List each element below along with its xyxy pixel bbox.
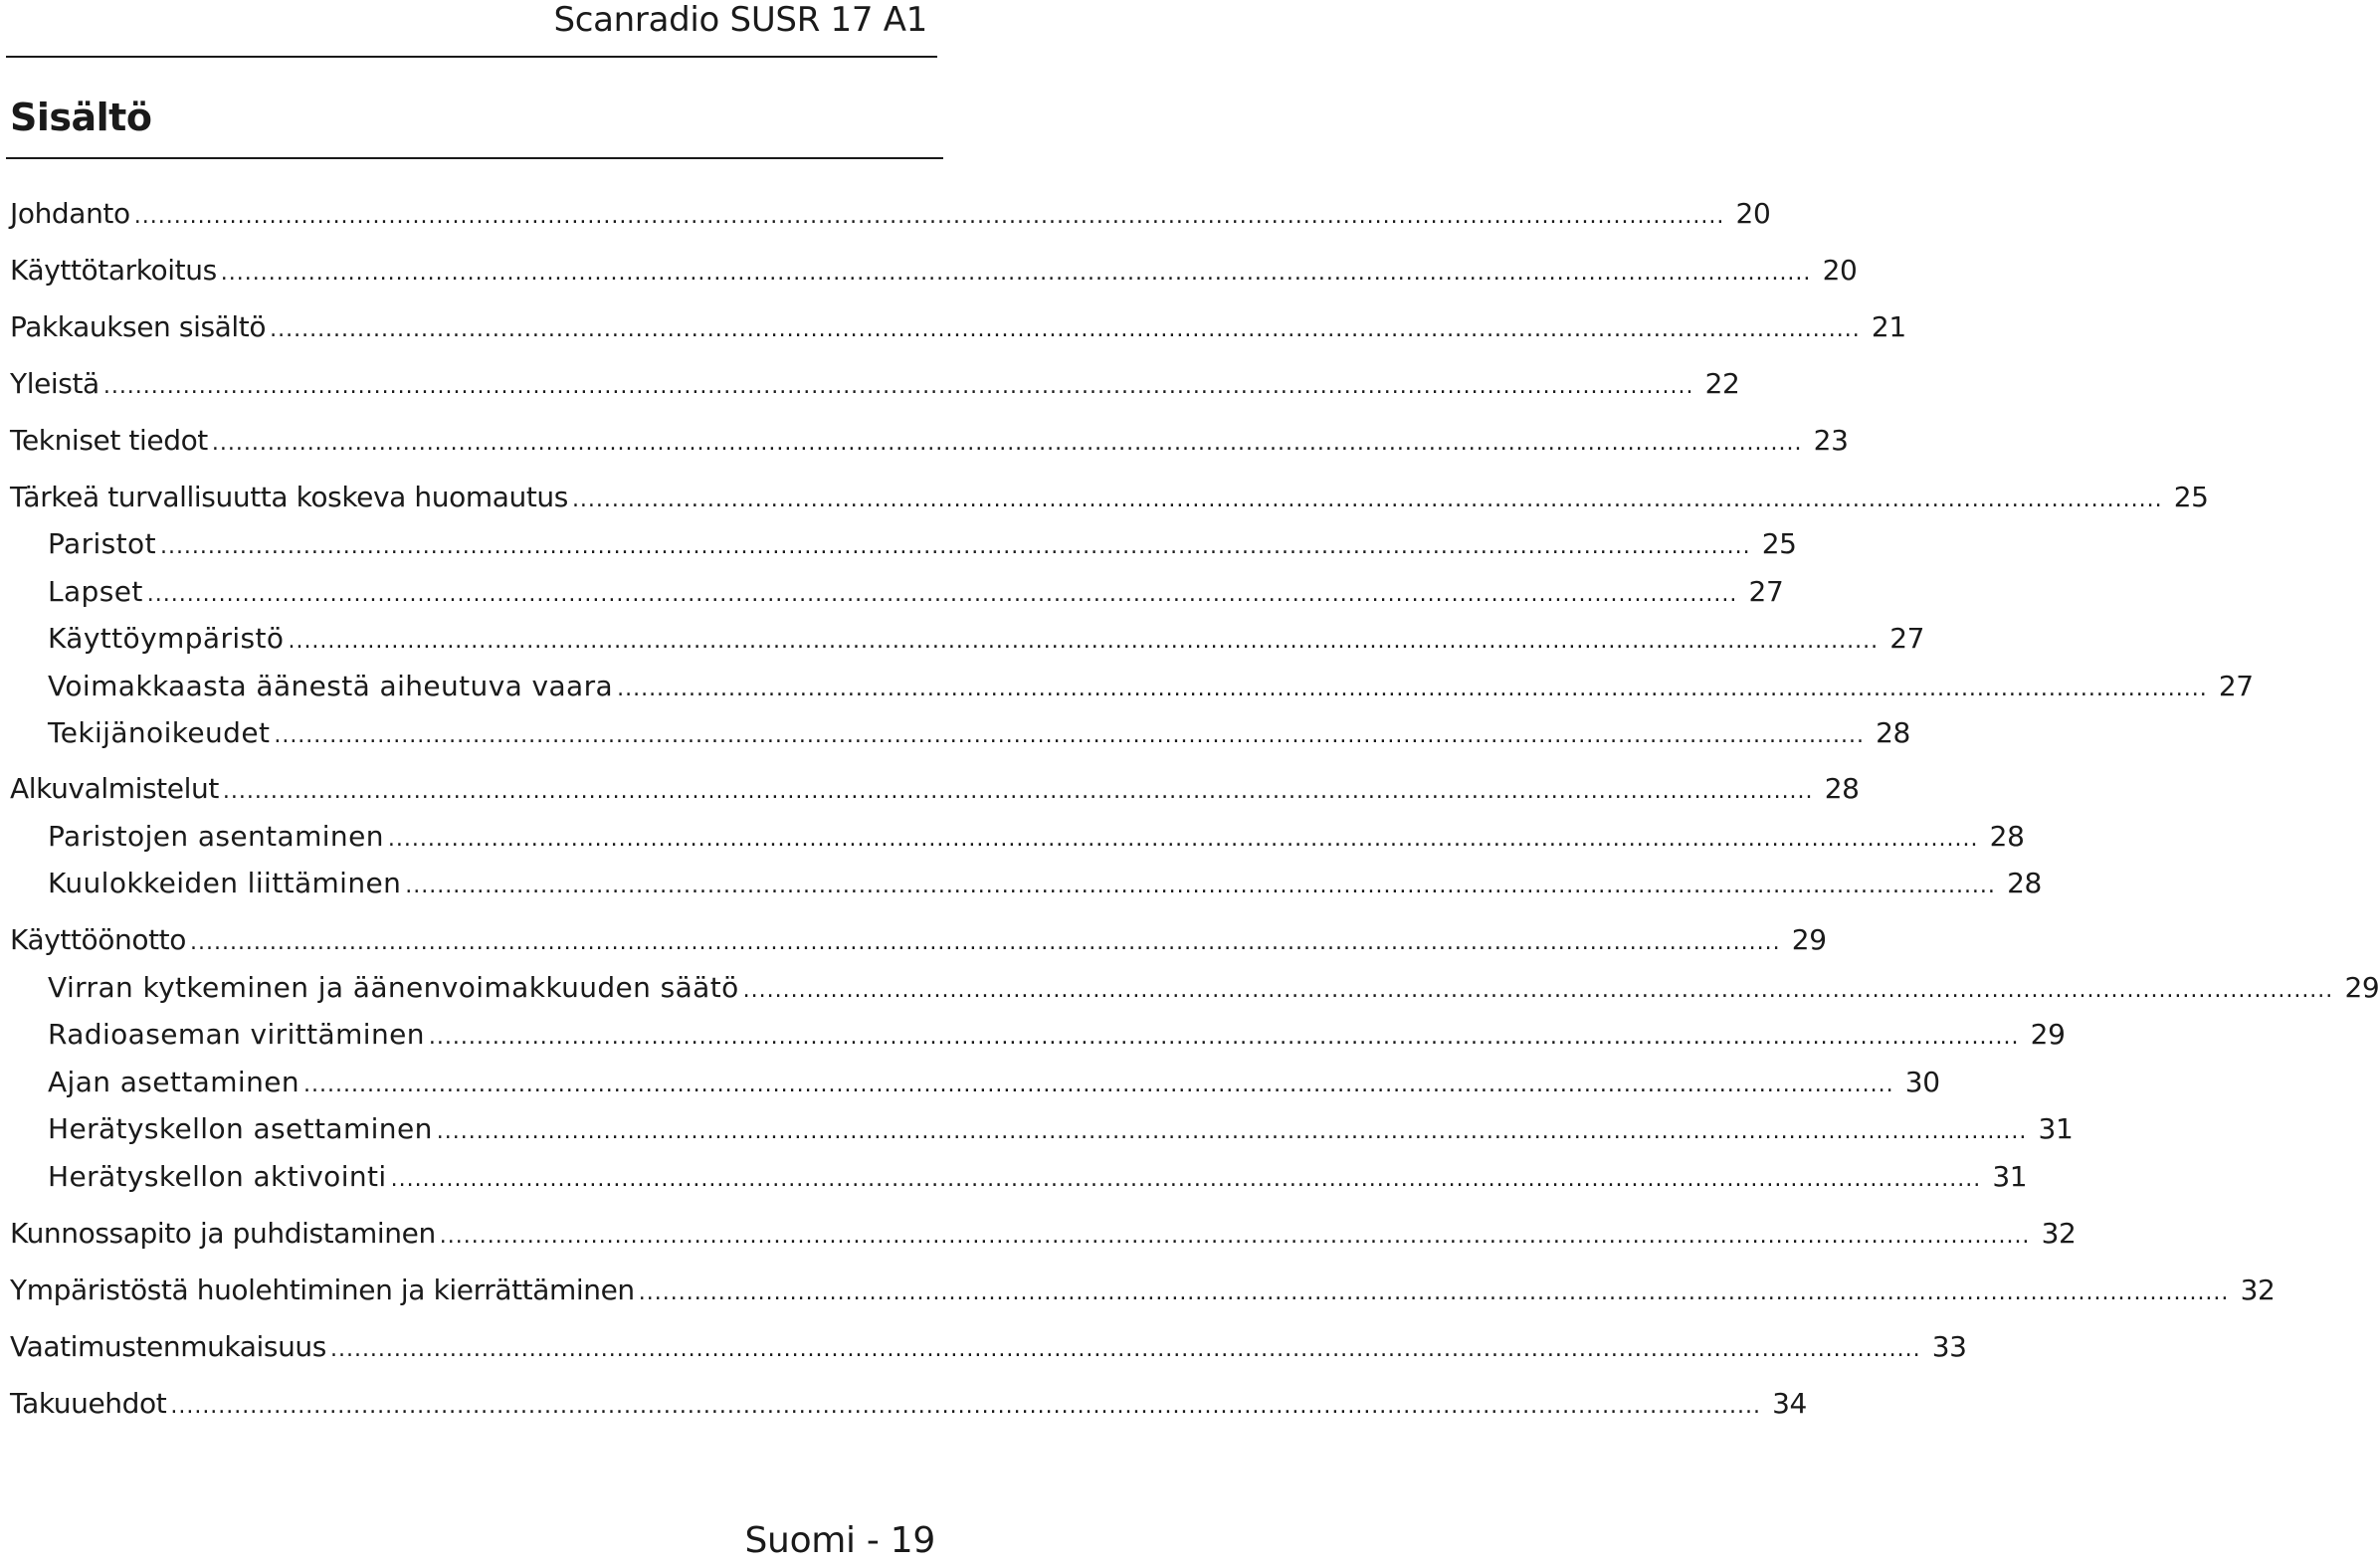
- toc-entry-page: 25: [2173, 481, 2209, 513]
- toc-entry[interactable]: [10, 1268, 2276, 1313]
- toc-entry-label: Virran kytkeminen ja äänenvoimakkuuden säätö: [48, 971, 739, 1004]
- toc-dot-leader: ........................................................................................................................................................................................................: [211, 431, 1803, 456]
- footer-page-number: 19: [890, 1520, 935, 1561]
- toc-entry-page: 27: [1889, 622, 1925, 655]
- toc-entry-page: 31: [1992, 1160, 2028, 1193]
- toc-entry-label: Voimakkaasta äänestä aiheutuva vaara: [48, 670, 614, 702]
- toc-dot-leader: ........................................................................................................................................................................................................: [428, 1025, 2020, 1050]
- toc-entry-page: 27: [1748, 575, 1784, 608]
- toc-entry-page: 28: [1876, 716, 1910, 749]
- document-title: Scanradio SUSR 17 A1: [553, 0, 927, 40]
- toc-dot-leader: ........................................................................................................................................................................................................: [220, 261, 1812, 286]
- toc-entry-page: 28: [1824, 772, 1860, 805]
- toc-entry[interactable]: [10, 418, 1849, 464]
- toc-entry-label: Käyttötarkoitus: [10, 254, 217, 287]
- toc-entry[interactable]: [10, 248, 1858, 294]
- toc-entry[interactable]: [10, 304, 1906, 350]
- toc-entry[interactable]: [10, 917, 1827, 963]
- toc-entry-page: 23: [1813, 424, 1849, 457]
- toc-dot-leader: ........................................................................................................................................................................................................: [222, 779, 1814, 804]
- toc-entry-page: 32: [2041, 1217, 2077, 1250]
- toc-entry-label: Tekijänoikeudet: [48, 716, 271, 749]
- toc-dot-leader: ........................................................................................................................................................................................................: [159, 534, 1751, 559]
- toc-entry-label: Kuulokkeiden liittäminen: [48, 867, 402, 899]
- toc-entry-label: Herätyskellon aktivointi: [48, 1160, 387, 1193]
- toc-entry-label: Paristojen asentaminen: [48, 820, 384, 853]
- toc-entry-page: 29: [1791, 923, 1827, 956]
- toc-entry-label: Tekniset tiedot: [10, 424, 208, 457]
- toc-entry-label: Lapset: [48, 575, 143, 608]
- toc-dot-leader: ........................................................................................................................................................................................................: [439, 1224, 2031, 1249]
- toc-entry-page: 31: [2038, 1112, 2074, 1145]
- toc-entry[interactable]: [48, 1154, 2028, 1200]
- toc-dot-leader: ........................................................................................................................................................................................................: [742, 978, 2334, 1003]
- toc-entry-label: Kunnossapito ja puhdistaminen: [10, 1217, 436, 1250]
- toc-dot-leader: ........................................................................................................................................................................................................: [270, 317, 1861, 342]
- toc-entry-label: Takuuehdot: [10, 1387, 167, 1420]
- toc-entry-page: 22: [1704, 367, 1740, 400]
- toc-dot-leader: ........................................................................................................................................................................................................: [436, 1119, 2028, 1144]
- page-header: [0, 0, 955, 58]
- toc-entry[interactable]: [48, 861, 2042, 906]
- toc-entry-label: Vaatimustenmukaisuus: [10, 1330, 326, 1363]
- toc-entry-label: Alkuvalmistelut: [10, 772, 219, 805]
- toc-dot-leader: ........................................................................................................................................................................................................: [133, 204, 1725, 229]
- toc-entry-page: 20: [1822, 254, 1858, 287]
- toc-entry-label: Käyttöympäristö: [48, 622, 285, 655]
- toc-dot-leader: ........................................................................................................................................................................................................: [189, 930, 1781, 955]
- toc-entry[interactable]: [48, 569, 1784, 615]
- toc-dot-leader: ........................................................................................................................................................................................................: [102, 374, 1694, 399]
- toc-entry[interactable]: [48, 616, 1925, 662]
- toc-entry-label: Tärkeä turvallisuutta koskeva huomautus: [10, 481, 568, 513]
- toc-entry-page: 28: [2007, 867, 2042, 899]
- toc-entry-page: 33: [1931, 1330, 1967, 1363]
- toc-dot-leader: ........................................................................................................................................................................................................: [329, 1337, 1921, 1362]
- toc-entry-label: Yleistä: [10, 367, 99, 400]
- toc-dot-leader: ........................................................................................................................................................................................................: [288, 629, 1880, 654]
- toc-dot-leader: ........................................................................................................................................................................................................: [571, 488, 2163, 512]
- toc-entry[interactable]: [48, 965, 2379, 1011]
- toc-entry-label: Radioaseman virittäminen: [48, 1018, 425, 1051]
- toc-entry-label: Käyttöönotto: [10, 923, 186, 956]
- toc-entry[interactable]: [10, 475, 2209, 520]
- section-heading: Sisältö: [10, 96, 152, 139]
- toc-entry-page: 21: [1871, 310, 1906, 343]
- toc-entry-label: Herätyskellon asettaminen: [48, 1112, 433, 1145]
- toc-entry[interactable]: [48, 1012, 2066, 1058]
- toc-dot-leader: ........................................................................................................................................................................................................: [170, 1394, 1761, 1419]
- toc-entry-page: 30: [1904, 1066, 1940, 1098]
- toc-entry[interactable]: [48, 664, 2254, 709]
- toc-entry-label: Johdanto: [10, 197, 130, 230]
- toc-dot-leader: ........................................................................................................................................................................................................: [303, 1073, 1894, 1097]
- footer-language: Suomi: [744, 1520, 856, 1561]
- toc-entry[interactable]: [48, 1106, 2074, 1152]
- toc-entry-label: Ympäristöstä huolehtiminen ja kierrättäminen: [10, 1274, 635, 1306]
- section-divider: [6, 157, 943, 159]
- toc-dot-leader: ........................................................................................................................................................................................................: [638, 1280, 2230, 1305]
- toc-entry[interactable]: [10, 191, 1771, 237]
- toc-dot-leader: ........................................................................................................................................................................................................: [617, 677, 2208, 701]
- toc-entry[interactable]: [10, 1381, 1807, 1427]
- toc-entry-page: 25: [1761, 527, 1797, 560]
- toc-entry[interactable]: [48, 814, 2025, 860]
- toc-entry[interactable]: [48, 1060, 1940, 1105]
- toc-entry-page: 28: [1989, 820, 2025, 853]
- toc-entry-label: Pakkauksen sisältö: [10, 310, 267, 343]
- toc-entry[interactable]: [10, 361, 1740, 407]
- toc-entry[interactable]: [10, 1324, 1967, 1370]
- toc-dot-leader: ........................................................................................................................................................................................................: [405, 874, 1996, 898]
- toc-entry-label: Ajan asettaminen: [48, 1066, 299, 1098]
- toc-entry[interactable]: [48, 710, 1910, 756]
- toc-dot-leader: ........................................................................................................................................................................................................: [390, 1167, 1982, 1192]
- footer-separator: -: [866, 1520, 880, 1561]
- toc-dot-leader: ........................................................................................................................................................................................................: [146, 582, 1738, 607]
- page-footer: [745, 1520, 936, 1562]
- toc-entry-page: 29: [2344, 971, 2379, 1004]
- toc-entry[interactable]: [10, 766, 1860, 812]
- toc-entry-page: 20: [1735, 197, 1771, 230]
- toc-dot-leader: ........................................................................................................................................................................................................: [387, 827, 1979, 852]
- toc-dot-leader: ........................................................................................................................................................................................................: [274, 723, 1865, 748]
- toc-entry-page: 34: [1772, 1387, 1807, 1420]
- toc-entry[interactable]: [10, 1211, 2077, 1257]
- toc-entry[interactable]: [48, 521, 1797, 567]
- header-divider: [6, 56, 937, 58]
- toc-entry-page: 32: [2240, 1274, 2276, 1306]
- toc-entry-page: 29: [2030, 1018, 2066, 1051]
- toc-entry-page: 27: [2218, 670, 2254, 702]
- toc-entry-label: Paristot: [48, 527, 156, 560]
